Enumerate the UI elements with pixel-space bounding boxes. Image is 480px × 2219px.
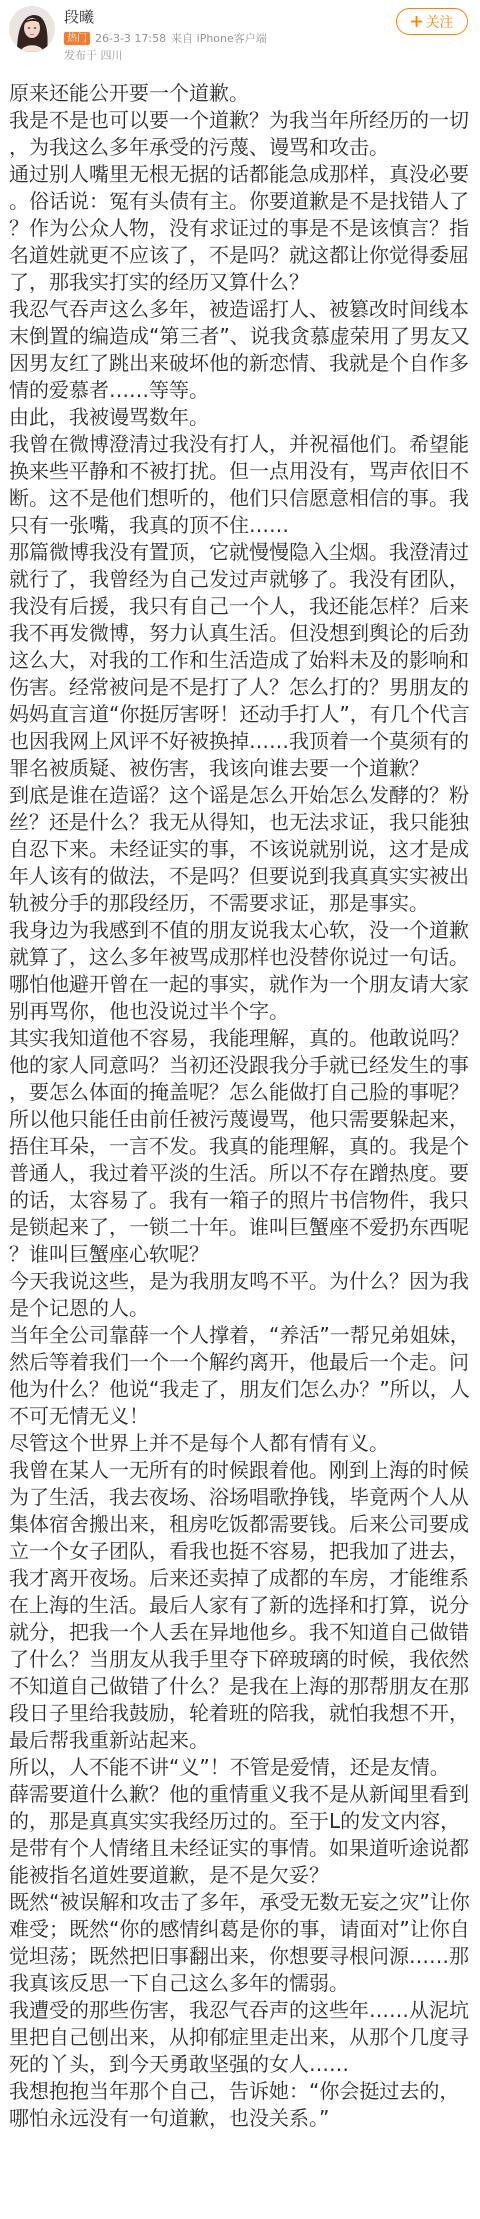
post-meta	[64, 31, 267, 46]
post-paragraph: 其实我知道他不容易，我能理解，真的。他敢说吗？他的家人同意吗？当初还没跟我分手就已经发生的事，要怎么体面的掩盖呢？怎么能做打自己脸的事呢？所以他只能任由前任被污蔑谩骂，他只需要躲起来，捂住耳朵，一言不发。我真的能理解，真的。我是个普通人，我过着平淡的生活。所以不存在蹭热度。要的话，太容易了。我有一箱子的照片书信物件，我只是锁起来了，一锁二十年。谁叫巨蟹座不爱扔东西呢？谁叫巨蟹座心软呢？	[9, 1026, 469, 1266]
post-source: 来自 iPhone客户端	[171, 31, 267, 45]
post-paragraph: 我曾在某人一无所有的时候跟着他。刚到上海的时候为了生活，我去夜场、浴场唱歌挣钱，毕竟两个人从集体宿舍搬出来，租房吃饭都需要钱。后来公司要成立一个女子团队，看我也挺不容易，把我加了进去，我才离开夜场。后来还卖掉了成都的车房，才能维系在上海的生活。最后人家有了新的选择和打算，说分就分，把我一个人丢在异地他乡。我不知道自己做错了什么？当朋友从我手里夺下碎玻璃的时候，我依然不知道自己做错了什么？是我在上海的那帮朋友在那段日子里给我鼓励，轮着班的陪我，就怕我想不开，最后帮我重新站起来。	[9, 1458, 469, 1752]
author-avatar[interactable]	[9, 6, 55, 52]
post-paragraph: 所以，人不能不讲“义”！不管是爱情，还是友情。	[9, 1755, 450, 1779]
post-paragraph: 今天我说这些，是为我朋友鸣不平。为什么？因为我是个记恩的人。	[9, 1269, 469, 1320]
post-paragraph: 到底是谁在造谣？这个谣是怎么开始怎么发酵的？粉丝？还是什么？我无从得知，也无法求证，我只能独自忍下来。未经证实的事，不该说就别说，这才是成年人该有的做法，不是吗？但要说到我真真实实被出轨被分手的那段经历，不需要求证，那是事实。	[9, 783, 469, 915]
post-paragraph: 既然“被误解和攻击了多年，承受无数无妄之灾”让你难受；既然“你的感情纠葛是你的事，请面对”让你自觉坦荡；既然把旧事翻出来，你想要寻根问源……那我真该反思一下自己这么多年的懦弱。	[9, 1890, 470, 1995]
follow-label: 关注	[425, 14, 454, 31]
post-body	[9, 80, 472, 2132]
post-paragraph: 薛需要道什么歉？他的重情重义我不是从新闻里看到的，那是真真实实我经历过的。至于L的发文内容，是带有个人情绪且未经证实的事情。如果道听途说都能被指名道姓要道歉，是不是欠妥？	[9, 1782, 469, 1887]
post-paragraph: 尽管这个世界上并不是每个人都有情有义。	[9, 1431, 389, 1455]
post-paragraph: 我曾在微博澄清过我没有打人，并祝福他们。希望能换来些平静和不被打扰。但一点用没有，骂声依旧不断。这不是他们想听的，他们只信愿意相信的事。我只有一张嘴，我真的顶不住……	[9, 432, 469, 537]
post-paragraph: 我遭受的那些伤害，我忍气吞声的这些年……从泥坑里把自己刨出来，从抑郁症里走出来，从那个几度寻死的丫头，到今天勇敢坚强的女人……	[9, 1998, 469, 2076]
hot-badge: 热门	[64, 32, 90, 45]
post-paragraph: 我忍气吞声这么多年，被造谣打人、被篡改时间线本末倒置的编造成“第三者”、说我贪慕虚荣用了男友又因男友红了跳出来破坏他的新恋情、我就是个自作多情的爱慕者……等等。	[9, 297, 470, 402]
post-timestamp: 26-3-3 17:58	[95, 31, 167, 45]
follow-button[interactable]	[396, 8, 468, 35]
post-paragraph: 由此，我被谩骂数年。	[9, 405, 209, 429]
post-paragraph: 我是不是也可以要一个道歉？为我当年所经历的一切，为我这么多年承受的污蔑、谩骂和攻击。	[9, 108, 469, 159]
author-name[interactable]: 段曦	[64, 8, 95, 26]
post-paragraph: 我身边为我感到不值的朋友说我太心软，没一个道歉就算了，这么多年被骂成那样也没替你说过一句话。哪怕他避开曾在一起的事实，就作为一个朋友请大家别再骂你，他也没说过半个字。	[9, 918, 469, 1023]
avatar-photo	[9, 6, 55, 52]
post-paragraph: 原来还能公开要一个道歉。	[9, 81, 249, 105]
post-paragraph: 我想抱抱当年那个自己，告诉她：“你会挺过去的，哪怕永远没有一句道歉，也没关系。”	[9, 2079, 460, 2130]
post-location: 发布于 四川	[64, 49, 123, 62]
post-paragraph: 那篇微博我没有置顶，它就慢慢隐入尘烟。我澄清过就行了，我曾经为自己发过声就够了。我没有团队，我没有后援，我只有自己一个人，我还能怎样？后来我不再发微博，努力认真生活。但没想到舆论的后劲这么大，对我的工作和生活造成了始料未及的影响和伤害。经常被问是不是打了人？怎么打的？男朋友的妈妈直言道“你挺厉害呀！还动手打人”，有几个代言也因我网上风评不好被换掉……我顶着一个莫须有的罪名被质疑、被伤害，我该向谁去要一个道歉？	[9, 540, 470, 780]
post-paragraph: 通过别人嘴里无根无据的话都能急成那样，真没必要。俗话说：冤有头债有主。你要道歉是不是找错人了？作为公众人物，没有求证过的事是不是该慎言？指名道姓就更不应该了，不是吗？就这都让你觉得委屈了，那我实打实的经历又算什么？	[9, 162, 469, 294]
plus-icon	[411, 16, 422, 27]
post-header	[0, 0, 480, 74]
post-paragraph: 当年全公司靠薛一个人撑着，“养活”一帮兄弟姐妹，然后等着我们一个一个解约离开，他最后一个走。问他为什么？他说“我走了，朋友们怎么办？”所以，人不可无情无义！	[9, 1323, 470, 1428]
